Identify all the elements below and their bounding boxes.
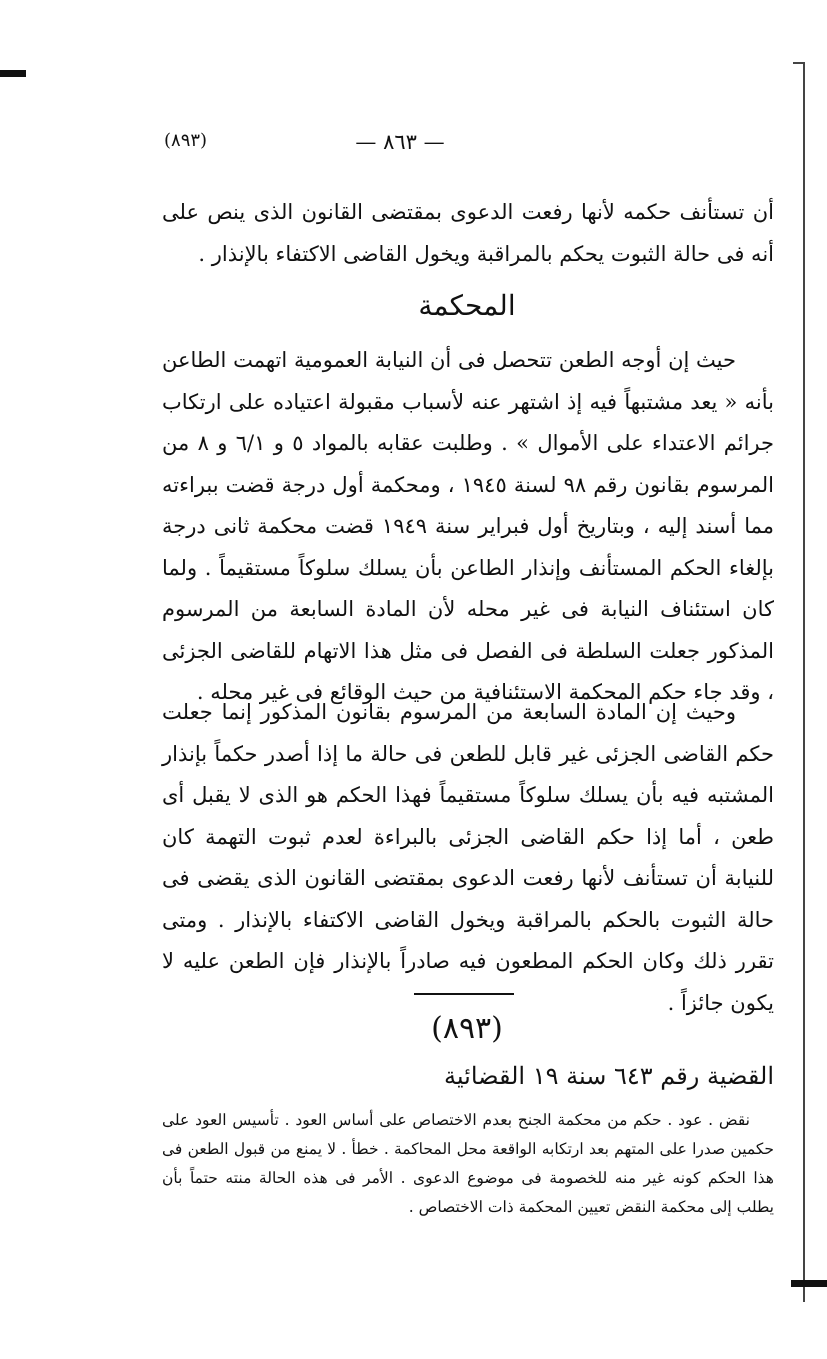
paragraph-2-block — [162, 692, 774, 1024]
page-edge-mark — [0, 70, 26, 77]
binding-edge-hook — [793, 62, 805, 64]
case-summary: نقض . عود . حكم من محكمة الجنح بعدم الاختصاص على أساس العود . تأسيس العود على حكمين صدرا على المتهم بعد ارتكابه الواقعة محل المحاكمة . خطأ . لا يمنع من قبول الطعن فى هذا الحكم كونه غير منه للخصومة فى موضوع الدعوى . الأمر فى هذه الحالة منته حتماً بأن يطلب إلى محكمة النقض تعيين المحكمة ذات الاختصاص . — [162, 1111, 774, 1216]
binding-edge-line — [803, 62, 805, 1302]
page-header — [150, 126, 650, 160]
section-divider — [414, 993, 514, 995]
paragraph-1-block — [162, 340, 774, 714]
case-title: القضية رقم ٦٤٣ سنة ١٩ القضائية — [444, 1062, 774, 1090]
page-edge-mark — [791, 1280, 827, 1287]
case-summary-block — [162, 1106, 774, 1222]
case-number: (٨٩٣) — [431, 1011, 503, 1046]
paragraph-2: وحيث إن المادة السابعة من المرسوم بقانون المذكور إنما جعلت حكم القاضى الجزئى غير قابل للطعن فى حالة ما إذا أصدر حكماً بإنذار المشتبه فيه بأن يسلك سلوكاً مستقيماً فهذا الحكم هو الذى لا يقبل أى طعن ، أما إذا حكم القاضى الجزئى بالبراءة لعدم ثبوت التهمة كان للنيابة أن تستأنف لأنها رفعت الدعوى بمقتضى القانون الذى يقضى فى حالة الثبوت بالحكم بالمراقبة ويخول القاضى الاكتفاء بالإنذار . ومتى تقرر ذلك وكان الحكم المطعون فيه صادراً بالإنذار فإن الطعن عليه لا يكون جائزاً . — [162, 700, 774, 1015]
section-heading: المحكمة — [418, 289, 516, 322]
page-number: — ٨٦٣ — — [355, 130, 445, 154]
continuation-paragraph-block — [162, 192, 774, 275]
continuation-paragraph: أن تستأنف حكمه لأنها رفعت الدعوى بمقتضى القانون الذى ينص على أنه فى حالة الثبوت يحكم بالمراقبة ويخول القاضى الاكتفاء بالإنذار . — [162, 200, 774, 266]
header-case-ref: (٨٩٣) — [164, 130, 208, 151]
paragraph-1: حيث إن أوجه الطعن تتحصل فى أن النيابة العمومية اتهمت الطاعن بأنه « يعد مشتبهاً فيه إذ اشتهر عنه لأسباب مقبولة اعتياده على ارتكاب جرائم الاعتداء على الأموال » . وطلبت عقابه بالمواد ٥ و ٦/١ و ٨ من المرسوم بقانون رقم ٩٨ لسنة ١٩٤٥ ، ومحكمة أول درجة قضت ببراءته مما أسند إليه ، وبتاريخ أول فبراير سنة ١٩٤٩ قضت محكمة ثانى درجة بإلغاء الحكم المستأنف وإنذار الطاعن بأن يسلك سلوكاً مستقيماً . ولما كان استئناف النيابة فى غير محله لأن المادة السابعة من المرسوم المذكور جعلت السلطة فى الفصل فى مثل هذا الاتهام للقاضى الجزئى ، وقد جاء حكم المحكمة الاستئنافية من حيث الوقائع فى غير محله . — [162, 348, 774, 704]
